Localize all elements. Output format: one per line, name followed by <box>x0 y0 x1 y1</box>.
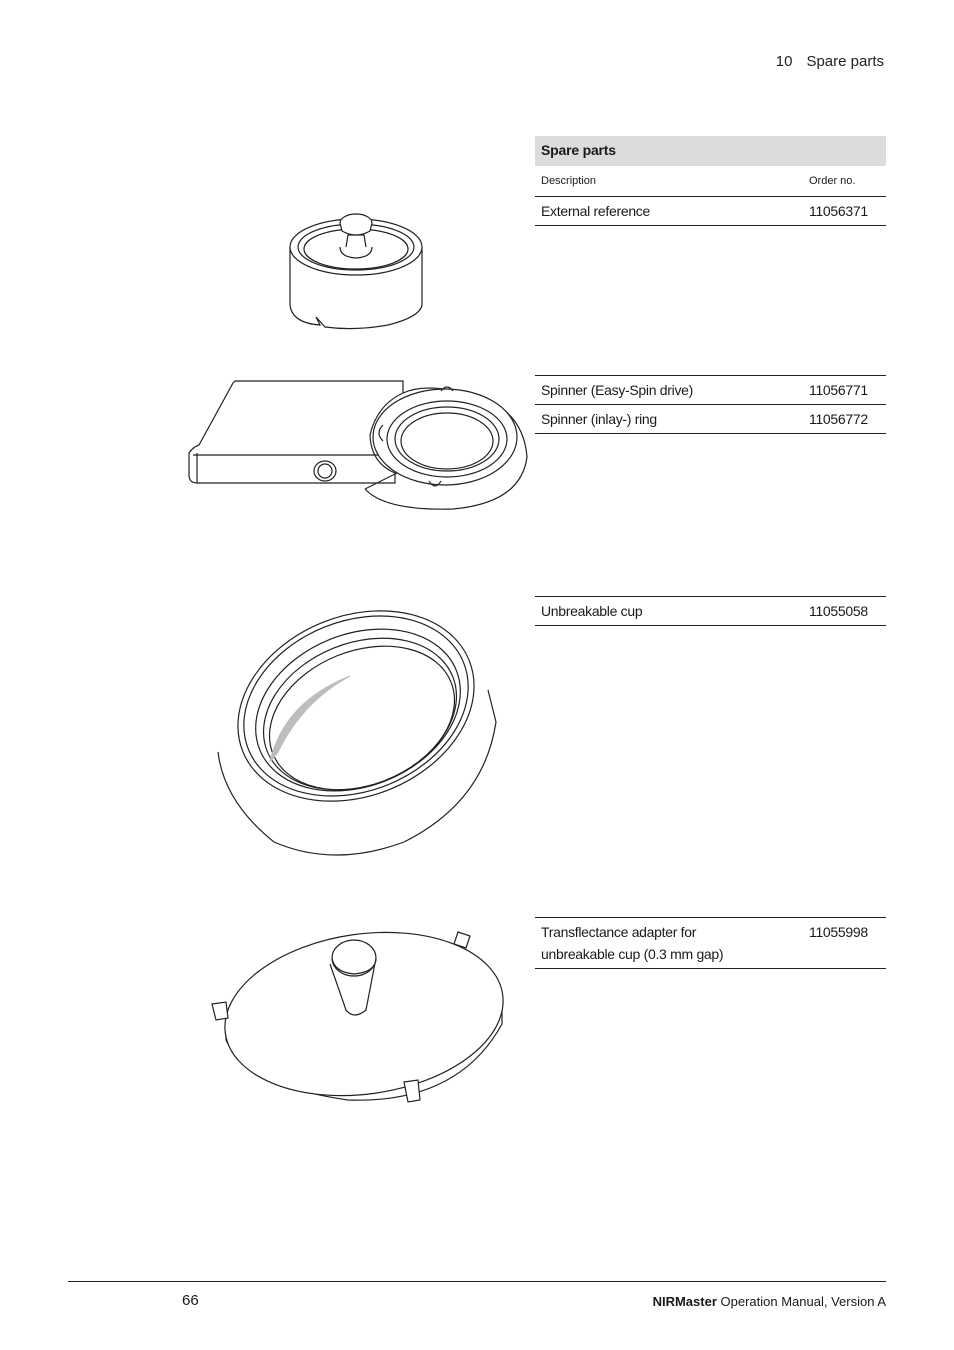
part-order-no: 11055058 <box>809 603 868 619</box>
part-order-no: 11056772 <box>809 411 868 427</box>
table-header-row <box>535 166 886 197</box>
part-description <box>535 918 803 968</box>
chapter-title: Spare parts <box>806 53 884 70</box>
chapter-number: 10 <box>775 53 793 70</box>
external-reference-illustration <box>280 205 430 335</box>
table-row <box>535 917 886 969</box>
part-order-no: 11055998 <box>809 924 868 940</box>
cup-table <box>535 596 886 626</box>
footer-rule <box>68 1281 886 1282</box>
part-description-line: Transflectance adapter for <box>541 924 697 940</box>
spinner-table <box>535 375 886 434</box>
part-description: Spinner (inlay-) ring <box>541 411 657 427</box>
table-row <box>535 375 886 405</box>
table-row <box>535 596 886 626</box>
running-head <box>776 53 884 70</box>
unbreakable-cup-illustration <box>214 602 500 862</box>
spare-parts-table <box>535 136 886 226</box>
part-description-line: unbreakable cup (0.3 mm gap) <box>541 946 724 962</box>
part-description: Unbreakable cup <box>541 603 643 619</box>
product-name: NIRMaster <box>652 1294 717 1309</box>
part-order-no: 11056771 <box>809 382 868 398</box>
manual-title: Operation Manual, Version A <box>716 1294 886 1309</box>
column-header-order-no: Order no. <box>809 175 856 187</box>
table-title: Spare parts <box>535 136 886 166</box>
table-row <box>535 197 886 226</box>
table-row <box>535 405 886 434</box>
transflectance-adapter-illustration <box>208 928 510 1110</box>
part-description: External reference <box>541 203 650 219</box>
part-order-no: 11056371 <box>809 203 868 219</box>
spinner-illustration <box>185 375 530 515</box>
footer-doc-title <box>653 1294 886 1309</box>
page-number: 66 <box>182 1292 199 1309</box>
part-description: Spinner (Easy-Spin drive) <box>541 382 694 398</box>
adapter-table <box>535 917 886 969</box>
column-header-description: Description <box>541 175 597 187</box>
